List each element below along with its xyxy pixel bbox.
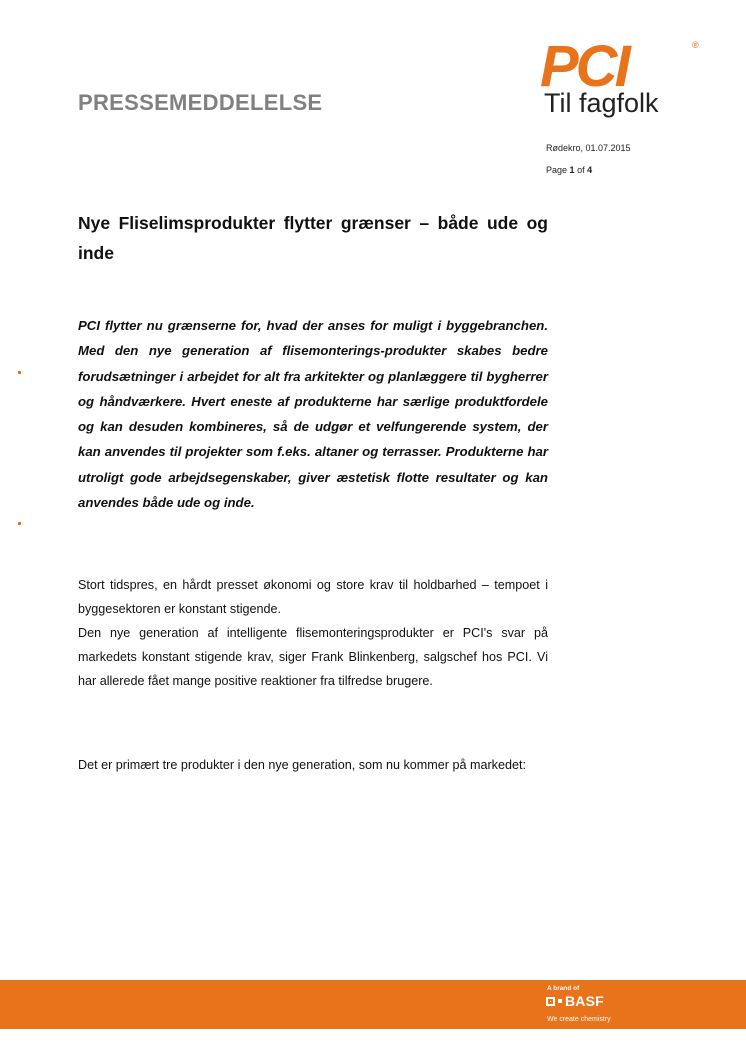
logo-registered-mark: ® — [692, 40, 699, 50]
margin-marker — [18, 371, 21, 374]
body-paragraph-1 — [78, 573, 548, 693]
footer-band — [0, 980, 746, 1029]
logo-subtitle: Til fagfolk — [544, 88, 659, 118]
body-paragraph-1b: Den nye generation af intelligente flisemonteringsprodukter er PCI's svar på markedets konstant stigende krav, siger Frank Blinkenberg, salgschef hos PCI. Vi har allerede fået mange positive reaktioner fra tilfredse brugere. — [78, 626, 548, 688]
lead-paragraph: PCI flytter nu grænserne for, hvad der anses for muligt i byggebranchen. Med den nye generation af flisemonterings-produkter skabes bedre forudsætninger i arbejdet for alt fra arkitekter og planlæggere til bygherrer og håndværkere. Hvert eneste af produkterne har særlige produktfordele og kan desuden kombineres, så de udgør et velfungerende system, der kan anvendes til projekter som f.eks. altaner og terrasser. Produkterne har utroligt gode arbejdsegenskaber, giver æstetisk flotte resultater og kan anvendes både ude og inde. — [78, 318, 548, 511]
margin-marker — [18, 522, 21, 525]
brand-of-label: A brand of — [547, 985, 580, 992]
basf-tagline: We create chemistry — [547, 1016, 611, 1023]
page-total: 4 — [587, 165, 593, 175]
body-paragraph-1a: Stort tidspres, en hårdt presset økonomi og store krav til holdbarhed – tempoet i byggesektoren er konstant stigende. — [78, 578, 548, 616]
body-paragraph-2: Det er primært tre produkter i den nye generation, som nu kommer på markedet: — [78, 758, 526, 772]
basf-logo — [546, 994, 604, 1008]
document-heading: PRESSEMEDDELELSE — [78, 90, 323, 115]
basf-dot-icon — [558, 999, 562, 1003]
page-current: 1 — [569, 165, 575, 175]
pci-logo — [540, 34, 710, 126]
basf-square-icon — [546, 997, 555, 1006]
place-date: Rødekro, 01.07.2015 — [546, 143, 631, 153]
page-indicator — [546, 165, 592, 175]
page-of: of — [577, 165, 585, 175]
article-title: Nye Fliselimsprodukter flytter grænser – både ude og inde — [78, 213, 548, 263]
page-word: Page — [546, 165, 568, 175]
logo-mark: PCI — [540, 34, 628, 99]
basf-name: BASF — [565, 993, 604, 1009]
